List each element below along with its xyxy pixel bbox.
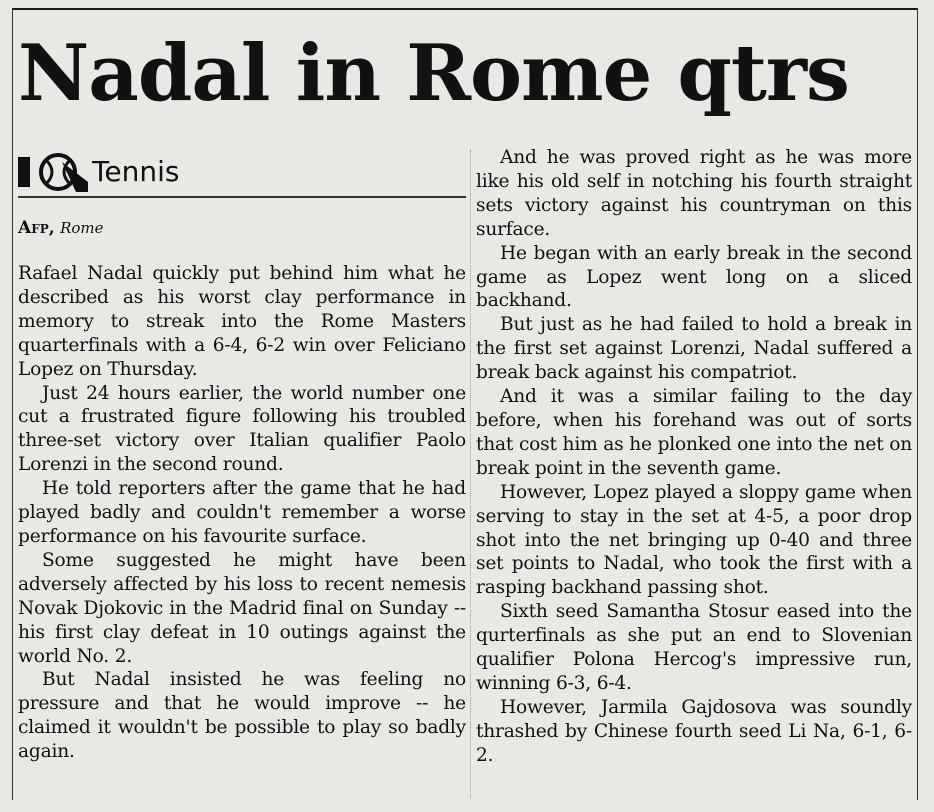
section-label: Tennis xyxy=(92,155,180,188)
section-divider xyxy=(18,196,466,198)
article-column-right xyxy=(476,146,912,768)
paragraph: And it was a similar failing to the day before, when his forehand was out of sorts that cost him as he plonked one into the net on break point in the seventh game. xyxy=(476,386,912,479)
byline-place: Rome xyxy=(60,219,104,237)
section-tag xyxy=(18,152,179,192)
paragraph: He told reporters after the game that he had played badly and couldn't remember a worse performance on his favourite surface. xyxy=(18,478,466,547)
paragraph: And he was proved right as he was more like his old self in notching his fourth straight sets victory against his countryman on this surface. xyxy=(476,147,912,240)
paragraph: But Nadal insisted he was feeling no pressure and that he would improve -- he claimed it wouldn't be possible to play so badly again. xyxy=(18,669,466,763)
article-column-left xyxy=(18,262,466,764)
tennis-ball-icon xyxy=(32,152,88,192)
byline-agency: Afp, xyxy=(18,218,55,238)
paragraph: But just as he had failed to hold a break in the first set against Lorenzi, Nadal suffered a break back against his compatriot. xyxy=(476,314,912,384)
byline xyxy=(18,218,104,238)
right-border xyxy=(917,8,918,800)
left-border xyxy=(12,8,13,800)
paragraph: Sixth seed Samantha Stosur eased into the qurterfinals as she put an end to Slovenian qualifier Polona Hercog's impressive run, winning 6-3, 6-4. xyxy=(476,601,912,694)
top-border xyxy=(12,8,918,10)
column-divider xyxy=(470,150,471,798)
paragraph: Rafael Nadal quickly put behind him what he described as his worst clay performance in memory to streak into the Rome Masters quarterfinals with a 6-4, 6-2 win over Feliciano Lopez on Thursday. xyxy=(18,263,466,380)
paragraph: Some suggested he might have been adversely affected by his loss to recent nemesis Novak Djokovic in the Madrid final on Sunday -- his first clay defeat in 10 outings against the world No. 2. xyxy=(18,549,466,667)
paragraph: However, Jarmila Gajdosova was soundly thrashed by Chinese fourth seed Li Na, 6-1, 6-2. xyxy=(476,696,912,766)
section-tag-bar xyxy=(18,157,30,187)
headline: Nadal in Rome qtrs xyxy=(18,28,849,119)
paragraph: He began with an early break in the second game as Lopez went long on a sliced backhand. xyxy=(476,242,912,312)
paragraph: Just 24 hours earlier, the world number one cut a frustrated figure following his troubled three-set victory over Italian qualifier Paolo Lorenzi in the second round. xyxy=(18,382,466,476)
paragraph: However, Lopez played a sloppy game when serving to stay in the set at 4-5, a poor drop shot into the net bringing up 0-40 and three set points to Nadal, who took the first with a rasping backhand passing shot. xyxy=(476,481,912,599)
